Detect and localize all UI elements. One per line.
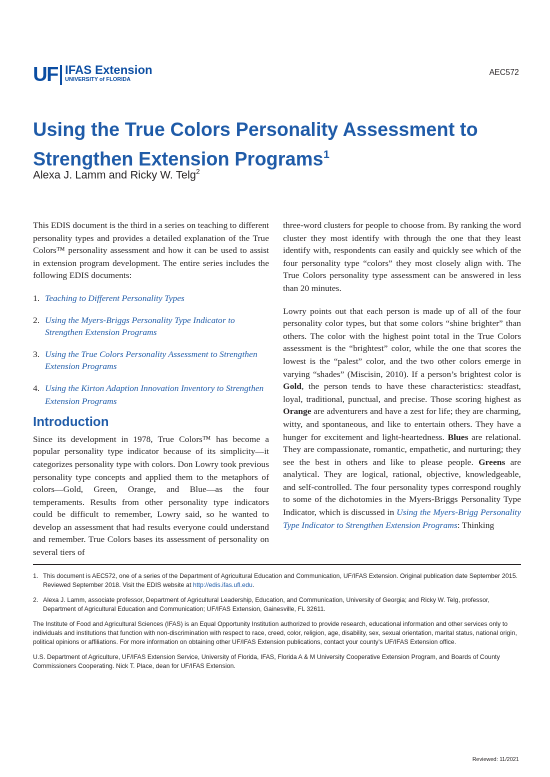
footnote-divider (33, 564, 521, 565)
title-text: Using the True Colors Personality Assessment to Strengthen Extension Programs (33, 120, 478, 171)
footnote-text: This document is AEC572, one of a series of the Department of Agricultural Education and Communication, UF/IFAS Extension. Original publication date September 2015. Reviewed September 2018. Visit the EDIS website at (43, 573, 518, 589)
series-item-link[interactable]: Using the Myers-Briggs Personality Type Indicator to Strengthen Extension Programs (45, 314, 235, 338)
greens-term: Greens (478, 456, 506, 467)
series-item-link[interactable]: Using the Kirton Adaption Innovation Inventory to Strengthen Extension Programs (45, 382, 264, 406)
blues-term: Blues (447, 431, 469, 442)
series-item-number: 1. (33, 292, 40, 303)
series-item-number: 2. (33, 314, 40, 325)
authors-line (33, 169, 200, 182)
logo-ifas-extension: IFAS Extension (65, 63, 153, 77)
series-intro-paragraph: This EDIS document is the third in a series on teaching to different personality types and provides a detailed explanation of the True Colors™ personality assessment and how it can be used to assist in extension program development. The entire series includes the following EDIS documents: (33, 220, 269, 281)
footnote-end: . (252, 582, 255, 589)
uf-logo-mark: UF (33, 64, 58, 86)
series-item[interactable] (33, 292, 269, 305)
footnote (33, 572, 521, 590)
colors-paragraph (283, 305, 521, 532)
series-item[interactable] (33, 382, 269, 407)
series-item[interactable] (33, 314, 269, 339)
logo-divider (60, 65, 62, 85)
title-footnote-mark: 1 (323, 149, 330, 161)
colors-text-e: are analytical. They are logical, rational, objective, knowledgeable, and self-controlled. The four personality types correspond roughly to some of the dichotomies in the Myers-Briggs Personality Type Indicator, which is discussed in (283, 456, 521, 518)
series-item-number: 4. (33, 382, 40, 393)
colors-text-a: Lowry points out that each person is made up of all of the four personality color types, but that some colors “shine brighter” than others. The color with the highest point total in the True Colors assessment is the “brightest” color, while the one that scores the lowest is the “palest” color, and the two other colors emerge in varying “shades” (Miscisin, 2010). If a person’s brightest color is (283, 305, 521, 379)
colors-text-c: are adventurers and have a zest for life; they are charming, witty, and spontaneous, and like to entertain others. They have a hunger for excitement and light-heartedness. (283, 406, 521, 442)
assessment-paragraph: three-word clusters for people to choose from. By ranking the word cluster they most identify with through the one that they least identify with, respondents can easily and quickly see which of the four personality type “colors” they most closely align with. The True Colors personality type assessment can be answered in less than 20 minutes. (283, 220, 521, 293)
equal-opportunity-disclaimer: The Institute of Food and Agricultural Sciences (IFAS) is an Equal Opportunity Institution authorized to provide research, educational information and other services only to individuals and institutions that function with non-discrimination with respect to race, creed, color, religion, age, disability, sex, sexual orientation, marital status, national origin, political opinions or affiliations. For more information on obtaining other UF/IFAS Extension publications, contact your county’s UF/IFAS Extension office. (33, 621, 517, 646)
edis-link[interactable]: http://edis.ifas.ufl.edu (193, 582, 253, 589)
cooperation-statement: U.S. Department of Agriculture, UF/IFAS Extension Service, University of Florida, IFAS, Florida A & M University Cooperative Extension Program, and Boards of County Commissioners Cooperating. Nick T. Place, dean for UF/IFAS Extension. (33, 654, 500, 670)
series-item-link[interactable]: Using the True Colors Personality Assessment to Strengthen Extension Programs (45, 348, 258, 372)
footnotes-section (33, 572, 521, 677)
authors-footnote-mark: 2 (196, 169, 200, 176)
series-item[interactable] (33, 348, 269, 373)
series-item-link[interactable]: Teaching to Different Personality Types (45, 292, 185, 303)
left-column (33, 219, 269, 559)
introduction-heading: Introduction (33, 414, 109, 430)
introduction-paragraph: Since its development in 1978, True Colors™ has become a popular personality type indicator because of its simplicity—it categorizes personality type with colors. Don Lowry took previous personality type concepts and applied them to the metaphors of colors—Gold, Green, Orange, and Blue—as the four temperaments. Results from other personality type indicators could be difficult to remember, Lowry said, so he wanted to develop an assessment that had results everyone could understand and remember. True Colors bases its assessment of personality on several tiers of (33, 433, 269, 558)
right-column (283, 219, 521, 531)
myers-briggs-link[interactable]: Using the Myers-Brigg Personality Type Indicator to Strengthen Extension Programs (283, 507, 521, 530)
series-list (33, 292, 269, 407)
gold-term: Gold (283, 381, 302, 392)
footnote (33, 596, 521, 614)
footnote-number: 1. (33, 573, 39, 580)
series-item-number: 3. (33, 348, 40, 359)
document-number: AEC572 (489, 68, 519, 77)
colors-text-b: , the person tends to have these characteristics: steadfast, loyal, traditional, punctual, and precise. Those scoring highest as (283, 381, 521, 404)
colors-text-d: are relational. They are compassionate, romantic, empathetic, and nurturing; they see the best in others and like to please people. (283, 431, 521, 467)
footnote-text: Alexa J. Lamm, associate professor, Department of Agricultural Leadership, Education, and Communication, University of Georgia; and Ricky W. Telg, professor, Department of Agricultural Education and Communication; UF/IFAS Extension, Gainesville, FL 32611. (43, 597, 490, 613)
reviewed-date: Reviewed: 11/2021 (472, 757, 519, 763)
logo-university: UNIVERSITY of FLORIDA (65, 77, 131, 83)
orange-term: Orange (283, 406, 312, 417)
authors-text: Alexa J. Lamm and Ricky W. Telg (33, 169, 197, 182)
footnote-number: 2. (33, 597, 39, 604)
colors-text-f: : Thinking (457, 519, 495, 530)
document-title (33, 118, 513, 172)
